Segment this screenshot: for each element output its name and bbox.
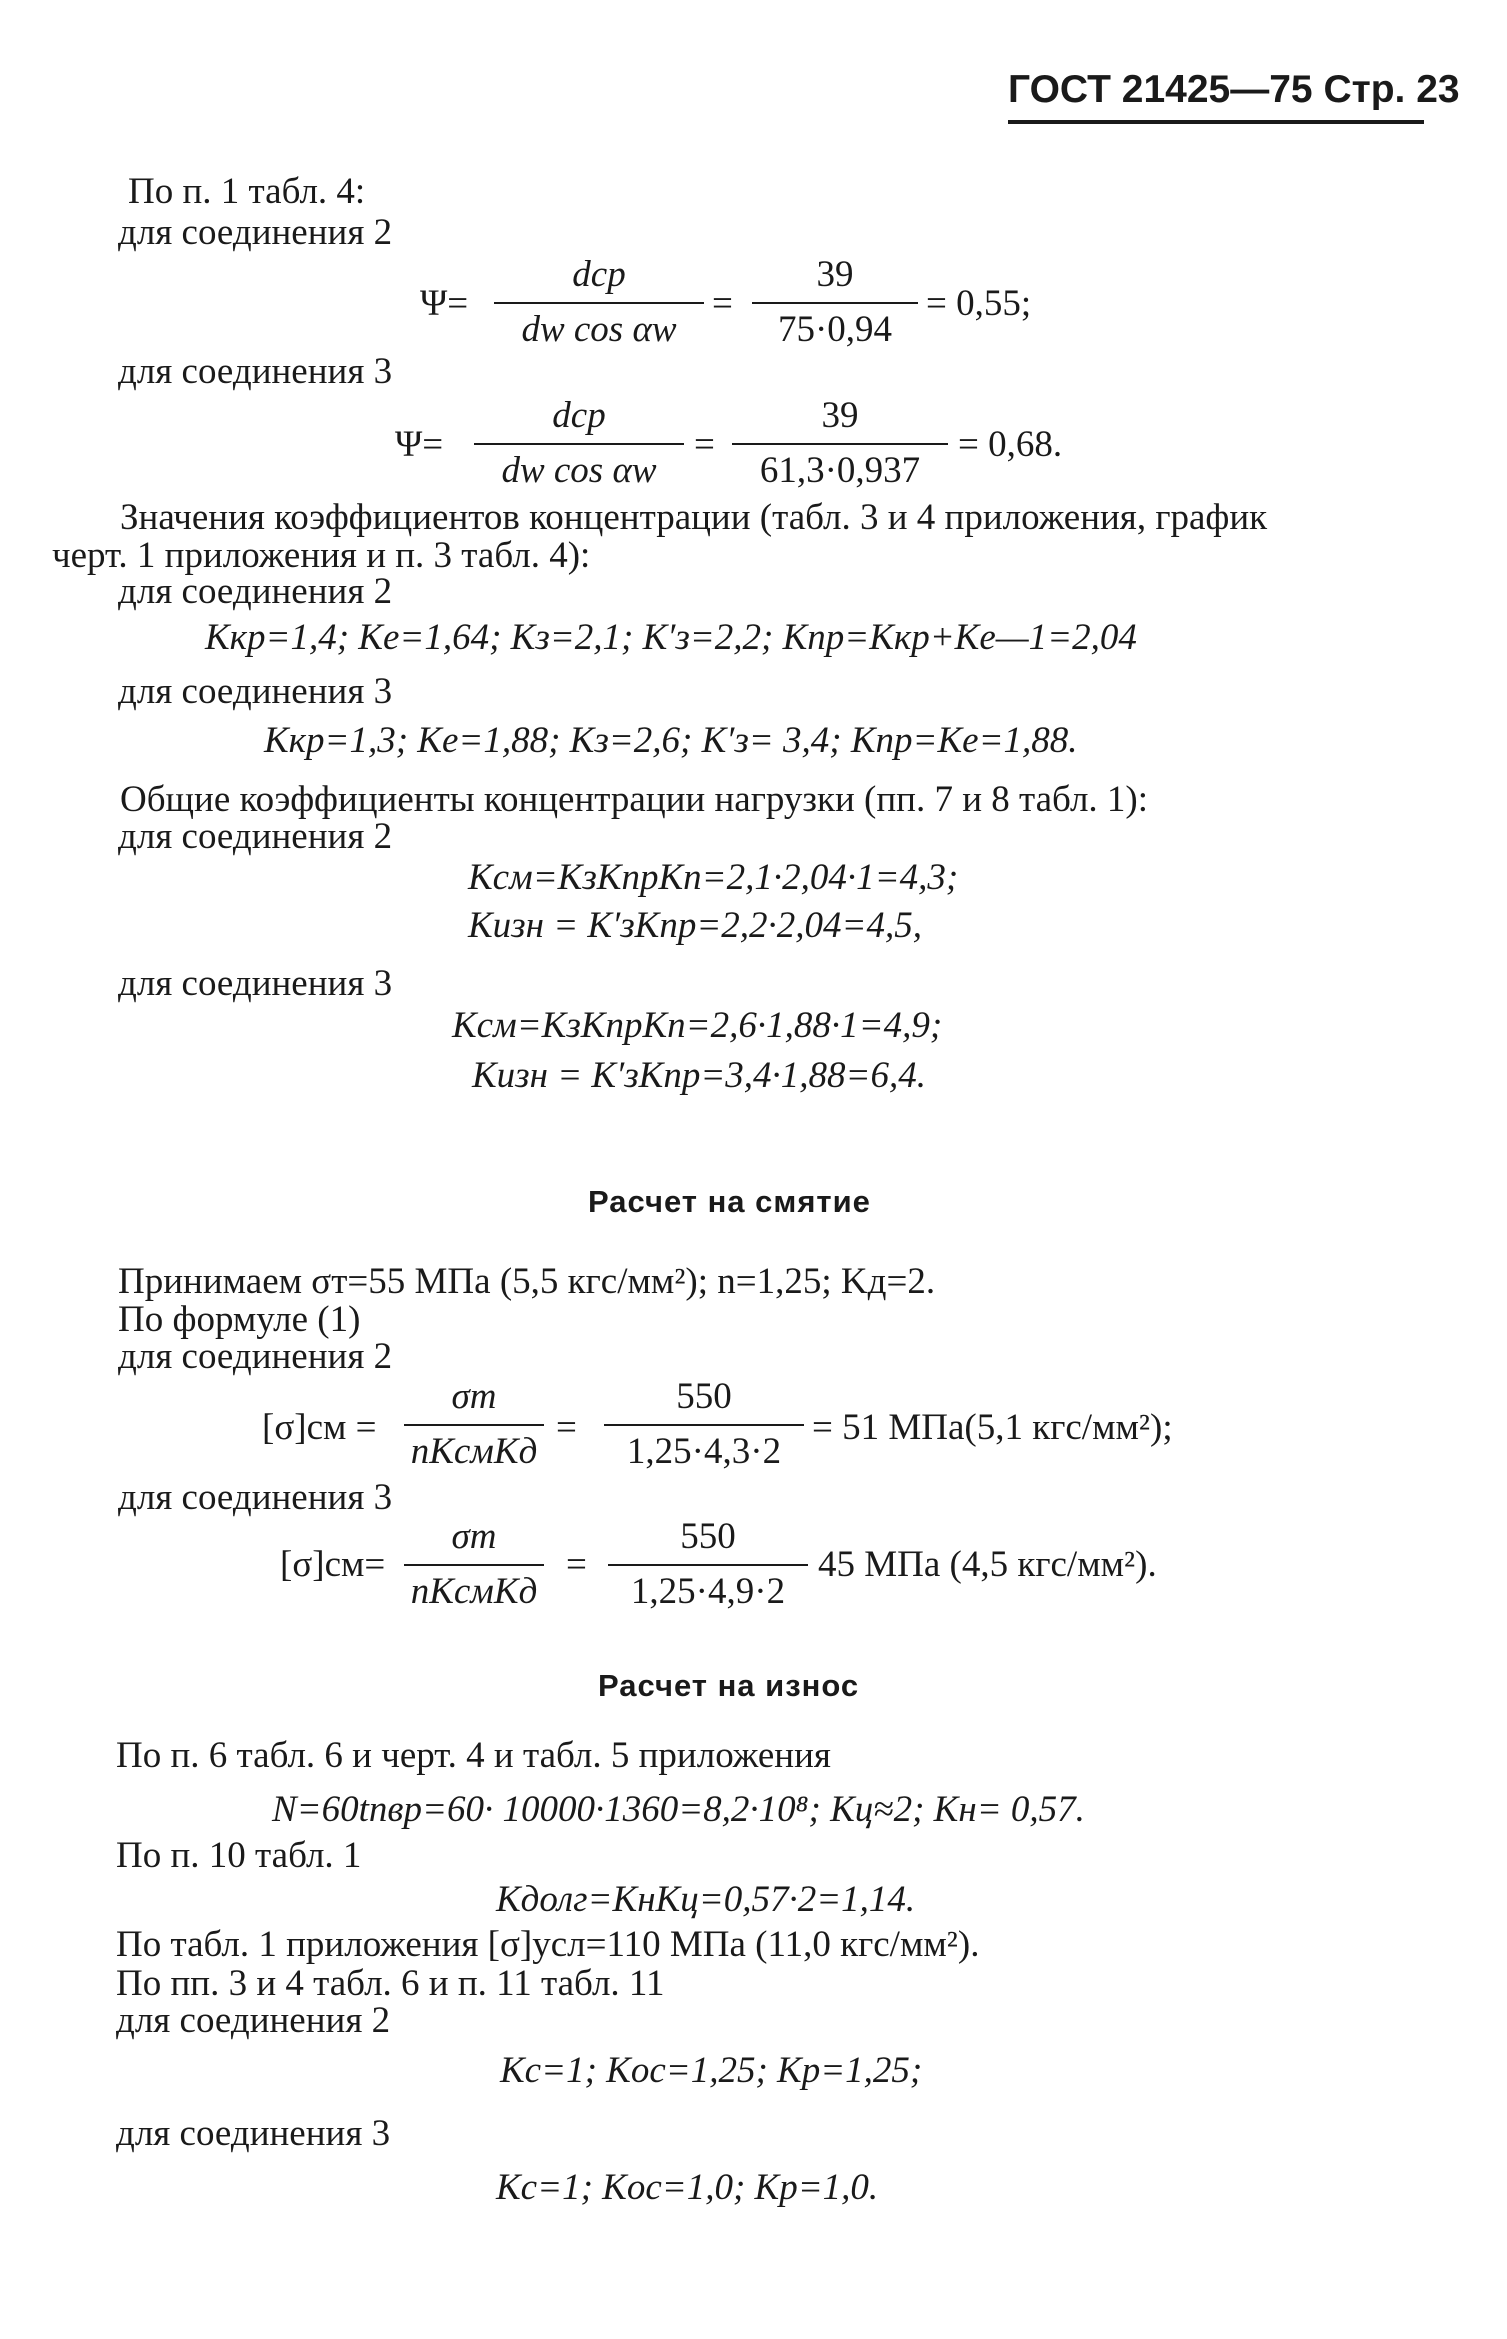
text-line: для соединения 2 xyxy=(116,2000,391,2041)
formula-numerator: 550 xyxy=(676,1376,732,1417)
formula-lhs: [σ]см= xyxy=(280,1544,386,1585)
formula-equals: = xyxy=(566,1544,587,1585)
formula-line: Kкр=1,4; Ke=1,64; Kз=2,1; K′з=2,2; Kпр=Kкр+Ke—1=2,04 xyxy=(205,617,1137,658)
formula-lhs: [σ]см = xyxy=(262,1407,377,1448)
formula-equals: = xyxy=(556,1407,577,1448)
formula-denominator: nKсмKд xyxy=(410,1431,538,1472)
formula-numerator: 39 xyxy=(816,254,854,295)
fraction-bar xyxy=(604,1424,804,1426)
formula-lhs: Ψ= xyxy=(395,424,444,465)
text-line: Общие коэффициенты концентрации нагрузки (пп. 7 и 8 табл. 1): xyxy=(120,779,1149,820)
formula-lhs: Ψ= xyxy=(420,283,469,324)
fraction-bar xyxy=(404,1424,544,1426)
text-line: По пп. 3 и 4 табл. 6 и п. 11 табл. 11 xyxy=(116,1963,665,2004)
text-line: По формуле (1) xyxy=(118,1299,361,1340)
header-rule xyxy=(1008,120,1424,124)
formula-denominator: 1,25·4,9·2 xyxy=(630,1571,786,1612)
text-line: для соединения 3 xyxy=(118,1477,393,1518)
formula-numerator: 39 xyxy=(821,395,859,436)
fraction-bar xyxy=(494,302,704,304)
text-line: По п. 10 табл. 1 xyxy=(116,1835,362,1876)
text-line: черт. 1 приложения и п. 3 табл. 4): xyxy=(52,535,591,576)
text-line: для соединения 3 xyxy=(118,351,393,392)
fraction-bar xyxy=(404,1564,544,1566)
formula-line: Kизн = K′зKпр=2,2·2,04=4,5, xyxy=(468,905,923,946)
text-line: для соединения 3 xyxy=(118,963,393,1004)
section-heading: Расчет на износ xyxy=(598,1668,860,1703)
text-line: для соединения 3 xyxy=(118,671,393,712)
fraction-bar xyxy=(732,443,948,445)
formula-numerator: dср xyxy=(552,395,606,436)
fraction-bar xyxy=(608,1564,808,1566)
fraction-bar xyxy=(752,302,918,304)
formula-numerator: dср xyxy=(572,254,626,295)
formula-numerator: σт xyxy=(451,1376,497,1417)
text-line: для соединения 3 xyxy=(116,2113,391,2154)
formula-line: Kсм=KзKпрKп=2,6·1,88·1=4,9; xyxy=(452,1005,943,1046)
formula-numerator: 550 xyxy=(680,1516,736,1557)
formula-line: Kсм=KзKпрKп=2,1·2,04·1=4,3; xyxy=(468,857,959,898)
formula-line: Kкр=1,3; Ke=1,88; Kз=2,6; K′з= 3,4; Kпр=Ke=1,88. xyxy=(264,720,1078,761)
formula-line: Kc=1; Koc=1,0; Kp=1,0. xyxy=(496,2167,879,2208)
formula-equals: = xyxy=(712,283,733,324)
text-line: для соединения 2 xyxy=(118,212,393,253)
text-line: По табл. 1 приложения [σ]усл=110 МПа (11,0 кгс/мм²). xyxy=(116,1924,980,1965)
formula-line: Kc=1; Koc=1,25; Kp=1,25; xyxy=(500,2050,923,2091)
text-line: для соединения 2 xyxy=(118,1336,393,1377)
text-line: для соединения 2 xyxy=(118,571,393,612)
text-line: По п. 1 табл. 4: xyxy=(128,171,366,212)
text-line: Значения коэффициентов концентрации (табл. 3 и 4 приложения, график xyxy=(120,497,1268,538)
formula-line: Kдолг=KнKц=0,57·2=1,14. xyxy=(496,1879,916,1920)
text-line: Принимаем σт=55 МПа (5,5 кгс/мм²); n=1,25; Kд=2. xyxy=(118,1261,936,1302)
formula-result: 45 МПа (4,5 кгс/мм²). xyxy=(818,1544,1157,1585)
formula-denominator: nKсмKд xyxy=(410,1571,538,1612)
text-line: для соединения 2 xyxy=(118,816,393,857)
formula-equals: = xyxy=(694,424,715,465)
formula-numerator: σт xyxy=(451,1516,497,1557)
formula-result: = 51 МПа(5,1 кгс/мм²); xyxy=(812,1407,1173,1448)
formula-line: Kизн = K′зKпр=3,4·1,88=6,4. xyxy=(472,1055,927,1096)
page-header: ГОСТ 21425—75 Стр. 23 xyxy=(1008,68,1460,111)
formula-result: = 0,55; xyxy=(926,283,1032,324)
fraction-bar xyxy=(474,443,684,445)
formula-denominator: 75·0,94 xyxy=(777,309,893,350)
formula-denominator: 61,3·0,937 xyxy=(759,450,921,491)
formula-denominator: dw cos αw xyxy=(501,450,657,491)
formula-result: = 0,68. xyxy=(958,424,1063,465)
formula-denominator: dw cos αw xyxy=(521,309,677,350)
formula-line: N=60tnвр=60· 10000·1360=8,2·10⁸; Kц≈2; Kн= 0,57. xyxy=(272,1789,1085,1830)
text-line: По п. 6 табл. 6 и черт. 4 и табл. 5 приложения xyxy=(116,1735,831,1776)
formula-denominator: 1,25·4,3·2 xyxy=(626,1431,782,1472)
section-heading: Расчет на смятие xyxy=(588,1184,871,1219)
